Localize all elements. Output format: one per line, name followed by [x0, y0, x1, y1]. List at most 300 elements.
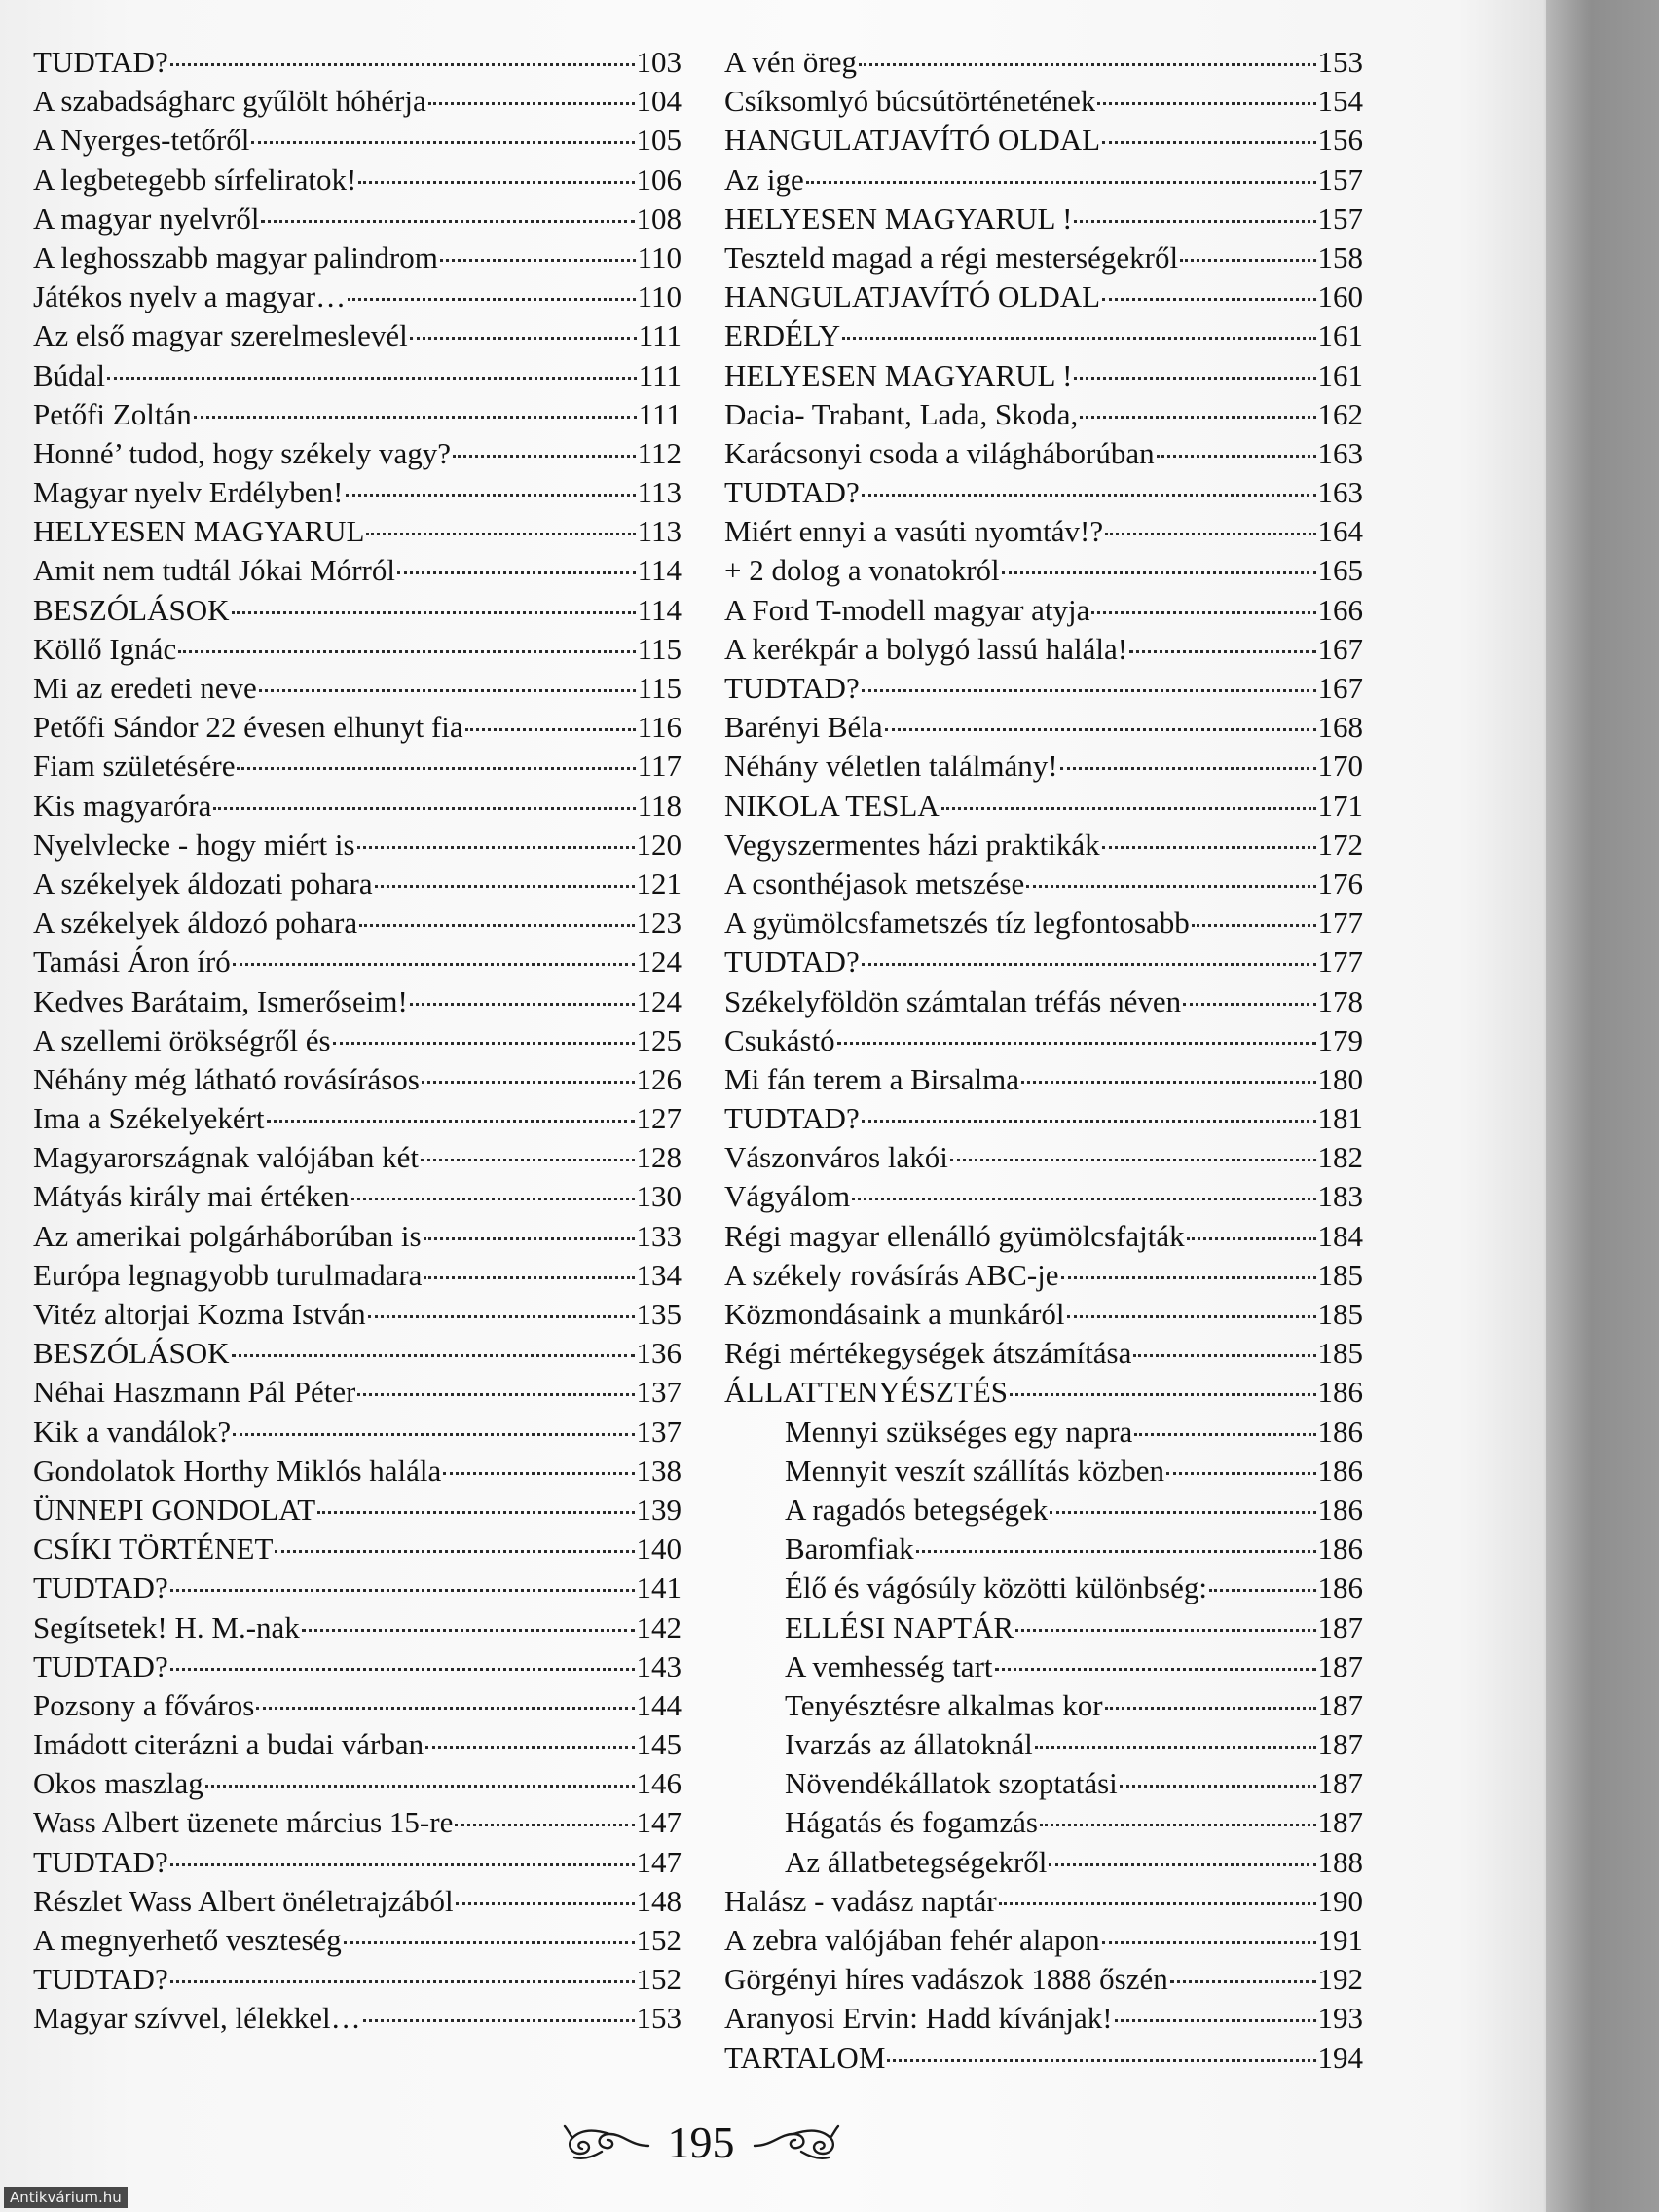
toc-entry: [724, 356, 1363, 395]
toc-entry-title: Halász - vadász naptár: [724, 1883, 997, 1918]
toc-entry-title: A legbetegebb sírfeliratok!: [33, 162, 357, 197]
dot-leader: [465, 728, 636, 731]
dot-leader: [1002, 571, 1316, 574]
toc-entry-page: 182: [1317, 1140, 1363, 1175]
dot-leader: [421, 1159, 635, 1161]
toc-entry-page: 166: [1317, 592, 1363, 627]
dot-leader: [1097, 102, 1315, 105]
toc-entry-title: Pozsony a főváros: [33, 1687, 255, 1722]
toc-entry-page: 187: [1317, 1805, 1363, 1840]
toc-entry-page: 106: [636, 162, 682, 197]
dot-leader: [862, 963, 1316, 966]
toc-entry: [33, 1256, 682, 1295]
toc-entry-title: Az első magyar szerelmeslevél: [33, 318, 408, 353]
dot-leader: [1010, 1393, 1315, 1396]
toc-entry-title: Petőfi Sándor 22 évesen elhunyt fia: [33, 710, 463, 745]
toc-entry-title: Mátyás király mai értéken: [33, 1179, 350, 1214]
toc-entry: [724, 1334, 1363, 1373]
dot-leader: [256, 1707, 634, 1710]
toc-entry-page: 114: [637, 592, 682, 627]
toc-entry-title: A szellemi örökségről és: [33, 1022, 331, 1057]
toc-entry-title: TUDTAD?: [33, 1844, 168, 1879]
dot-leader: [950, 1159, 1316, 1161]
dot-leader: [275, 1550, 634, 1553]
toc-entry-title: Baromfiak: [785, 1531, 914, 1567]
toc-entry: [33, 1491, 682, 1530]
toc-entry-title: Tamási Áron író: [33, 944, 231, 979]
toc-entry-page: 128: [636, 1140, 682, 1175]
toc-entry-page: 191: [1317, 1923, 1363, 1957]
toc-entry-title: Tenyésztésre alkalmas kor: [785, 1687, 1103, 1722]
toc-entry: [724, 316, 1363, 355]
dot-leader: [862, 689, 1316, 692]
toc-entry: [724, 1999, 1363, 2038]
toc-entry-page: 167: [1317, 631, 1363, 666]
toc-entry-title: HELYESEN MAGYARUL !: [724, 357, 1073, 392]
toc-entry-page: 171: [1317, 788, 1363, 823]
toc-entry: [33, 551, 682, 590]
toc-entry: [33, 1843, 682, 1882]
dot-leader: [859, 63, 1315, 66]
toc-entry: [724, 473, 1363, 512]
toc-entry-title: Magyar nyelv Erdélyben!: [33, 475, 344, 510]
toc-entry: [724, 1803, 1363, 1842]
toc-entry-title: TUDTAD?: [724, 1101, 860, 1136]
dot-leader: [170, 1980, 635, 1983]
toc-entry: [724, 1764, 1363, 1803]
toc-entry-title: Mennyi szükséges egy napra: [785, 1414, 1133, 1449]
toc-entry: [33, 1568, 682, 1607]
toc-entry: [33, 1803, 682, 1842]
toc-entry-title: Részlet Wass Albert önéletrajzából: [33, 1883, 454, 1918]
dot-leader: [359, 924, 634, 927]
toc-entry-title: A ragadós betegségek: [785, 1492, 1049, 1527]
toc-entry-page: 184: [1317, 1218, 1363, 1253]
toc-entry: [724, 1413, 1363, 1452]
toc-entry-page: 147: [636, 1844, 682, 1879]
dot-leader: [170, 63, 635, 66]
toc-entry: [724, 1647, 1363, 1686]
toc-entry-title: Gondolatok Horthy Miklós halála: [33, 1453, 442, 1488]
toc-entry: [724, 1373, 1363, 1412]
dot-leader: [1035, 1746, 1316, 1749]
dot-leader: [363, 2019, 635, 2022]
toc-entry-page: 167: [1317, 671, 1363, 705]
toc-entry: [33, 1882, 682, 1921]
toc-entry-title: Vászonváros lakói: [724, 1140, 948, 1175]
toc-entry-page: 143: [636, 1648, 682, 1683]
toc-entry-title: Játékos nyelv a magyar…: [33, 279, 347, 314]
toc-entry-page: 163: [1317, 475, 1363, 510]
toc-entry: [33, 787, 682, 826]
toc-entry: [724, 1882, 1363, 1921]
toc-entry-title: A székelyek áldozó pohara: [33, 905, 358, 940]
toc-right-column: [724, 43, 1363, 2078]
dot-leader: [1080, 416, 1315, 419]
dot-leader: [424, 1276, 634, 1279]
toc-entry-title: Görgényi híres vadászok 1888 őszén: [724, 1962, 1168, 1997]
toc-entry-title: Okos maszlag: [33, 1766, 203, 1801]
toc-entry-page: 136: [636, 1336, 682, 1371]
dot-leader: [410, 1003, 635, 1006]
toc-entry: [33, 1686, 682, 1725]
toc-entry: [724, 1686, 1363, 1725]
toc-entry-page: 170: [1317, 749, 1363, 784]
toc-entry: [33, 1608, 682, 1647]
toc-entry: [33, 43, 682, 82]
dot-leader: [170, 1668, 635, 1671]
toc-entry: [724, 708, 1363, 747]
toc-entry: [33, 865, 682, 903]
toc-entry-title: A zebra valójában fehér alapon: [724, 1923, 1100, 1957]
toc-entry: [724, 787, 1363, 826]
toc-entry-title: Régi mértékegységek átszámítása: [724, 1336, 1132, 1371]
toc-entry-title: Teszteld magad a régi mesterségekről: [724, 240, 1179, 275]
toc-entry-title: Barényi Béla: [724, 710, 883, 745]
dot-leader: [422, 1081, 635, 1084]
toc-entry-page: 188: [1317, 1844, 1363, 1879]
toc-entry-title: Aranyosi Ervin: Hadd kívánjak!: [724, 2001, 1113, 2036]
toc-entry: [724, 1530, 1363, 1568]
toc-entry-page: 125: [636, 1022, 682, 1057]
toc-entry-page: 153: [636, 2001, 682, 2036]
dot-leader: [333, 1042, 635, 1045]
toc-entry-title: Karácsonyi csoda a világháborúban: [724, 435, 1155, 470]
toc-entry-page: 110: [637, 240, 682, 275]
dot-leader: [453, 455, 636, 458]
dot-leader: [862, 494, 1316, 497]
toc-entry-title: A Nyerges-tetőről: [33, 123, 250, 158]
toc-entry: [724, 1608, 1363, 1647]
toc-entry: [33, 1530, 682, 1568]
dot-leader: [251, 141, 634, 144]
toc-entry-page: 140: [636, 1531, 682, 1567]
toc-entry: [33, 903, 682, 942]
dot-leader: [107, 377, 637, 380]
toc-entry-page: 126: [636, 1061, 682, 1096]
toc-entry-title: HELYESEN MAGYARUL !: [724, 201, 1073, 236]
dot-leader: [1180, 259, 1315, 262]
toc-entry-page: 120: [636, 827, 682, 862]
toc-entry-title: Honné’ tudod, hogy székely vagy?: [33, 435, 452, 470]
toc-entry-title: Miért ennyi a vasúti nyomtáv!?: [724, 514, 1104, 549]
toc-entry: [724, 865, 1363, 903]
toc-entry: [724, 512, 1363, 551]
toc-entry-title: Régi magyar ellenálló gyümölcsfajták: [724, 1218, 1185, 1253]
toc-entry: [724, 1217, 1363, 1256]
dot-leader: [232, 611, 636, 614]
toc-entry-page: 121: [636, 866, 682, 901]
watermark: Antikvárium.hu: [4, 2187, 128, 2208]
toc-entry-title: A gyümölcsfametszés tíz legfontosabb: [724, 905, 1190, 940]
toc-entry-page: 115: [637, 671, 682, 705]
toc-entry: [724, 200, 1363, 239]
toc-entry-title: Az állatbetegségekről: [785, 1844, 1048, 1879]
toc-entry-page: 124: [636, 944, 682, 979]
toc-entry-page: 186: [1317, 1375, 1363, 1410]
toc-entry: [724, 121, 1363, 160]
book-binding-shadow: [1546, 0, 1659, 2212]
toc-entry: [33, 161, 682, 200]
toc-entry: [33, 826, 682, 865]
toc-entry-title: A vén öreg: [724, 45, 858, 79]
dot-leader: [368, 1315, 635, 1318]
page-footer: [526, 2103, 876, 2181]
toc-entry-title: A megnyerhető veszteség: [33, 1923, 342, 1957]
dot-leader: [267, 1120, 635, 1123]
toc-entry-title: Mi az eredeti neve: [33, 671, 257, 705]
toc-entry: [724, 1568, 1363, 1607]
dot-leader: [425, 1746, 634, 1749]
toc-entry-title: ÁLLATTENYÉSZTÉS: [724, 1375, 1009, 1410]
toc-entry-page: 168: [1317, 710, 1363, 745]
toc-entry-title: ELLÉSI NAPTÁR: [785, 1609, 1014, 1644]
toc-entry: [724, 395, 1363, 434]
toc-entry: [33, 1999, 682, 2038]
toc-entry: [724, 161, 1363, 200]
toc-entry: [724, 43, 1363, 82]
toc-entry: [33, 669, 682, 708]
toc-entry-title: Közmondásaink a munkáról: [724, 1297, 1065, 1331]
dot-leader: [885, 728, 1316, 731]
toc-entry: [724, 1725, 1363, 1764]
toc-entry-page: 108: [636, 201, 682, 236]
toc-entry-page: 127: [636, 1101, 682, 1136]
toc-entry: [33, 1099, 682, 1138]
toc-entry: [33, 1921, 682, 1960]
dot-leader: [1050, 1511, 1315, 1514]
toc-entry: [33, 1021, 682, 1060]
toc-entry: [33, 200, 682, 239]
toc-entry-page: 134: [636, 1257, 682, 1292]
toc-entry-page: 138: [636, 1453, 682, 1488]
toc-entry: [33, 1138, 682, 1177]
toc-entry-page: 179: [1317, 1022, 1363, 1057]
toc-entry-title: Az amerikai polgárháborúban is: [33, 1218, 422, 1253]
toc-entry: [33, 316, 682, 355]
toc-entry: [33, 1960, 682, 1999]
toc-entry-page: 137: [636, 1414, 682, 1449]
toc-entry-title: Néhai Haszmann Pál Péter: [33, 1375, 356, 1410]
toc-entry: [33, 1334, 682, 1373]
toc-entry: [33, 121, 682, 160]
toc-entry-title: CSÍKI TÖRTÉNET: [33, 1531, 274, 1567]
toc-entry: [33, 708, 682, 747]
dot-leader: [1134, 1433, 1315, 1436]
toc-entry: [724, 747, 1363, 786]
dot-leader: [1061, 1276, 1316, 1279]
toc-entry: [724, 551, 1363, 590]
toc-entry-title: Petőfi Zoltán: [33, 396, 192, 431]
toc-entry-page: 153: [1317, 45, 1363, 79]
toc-entry-title: Csíksomlyó búcsútörténetének: [724, 84, 1096, 119]
toc-entry: [724, 1060, 1363, 1099]
toc-entry-page: 161: [1317, 318, 1363, 353]
dot-leader: [1102, 141, 1315, 144]
toc-entry: [33, 395, 682, 434]
dot-leader: [1015, 1629, 1315, 1632]
toc-entry-page: 156: [1317, 123, 1363, 158]
toc-entry-page: 137: [636, 1375, 682, 1410]
dot-leader: [428, 102, 635, 105]
dot-leader: [194, 416, 637, 419]
toc-entry: [724, 1099, 1363, 1138]
toc-entry-title: A Ford T-modell magyar atyja: [724, 592, 1090, 627]
toc-entry-page: 148: [636, 1883, 682, 1918]
toc-entry-page: 186: [1317, 1414, 1363, 1449]
dot-leader: [852, 1198, 1315, 1200]
toc-entry-page: 111: [638, 318, 682, 353]
dot-leader: [317, 1511, 634, 1514]
toc-entry-page: 142: [636, 1609, 682, 1644]
toc-entry-page: 113: [637, 514, 682, 549]
toc-entry-page: 105: [636, 123, 682, 158]
toc-entry: [724, 826, 1363, 865]
toc-entry-title: Wass Albert üzenete március 15-re: [33, 1805, 454, 1840]
toc-entry-page: 135: [636, 1297, 682, 1331]
toc-entry-title: Segítsetek! H. M.-nak: [33, 1609, 300, 1644]
toc-entry-page: 139: [636, 1492, 682, 1527]
toc-entry: [33, 239, 682, 277]
toc-entry-page: 185: [1317, 1257, 1363, 1292]
toc-entry-page: 123: [636, 905, 682, 940]
toc-entry: [724, 239, 1363, 277]
dot-leader: [344, 1941, 635, 1944]
toc-entry: [724, 1138, 1363, 1177]
dot-leader: [237, 767, 635, 770]
toc-entry: [33, 982, 682, 1021]
toc-entry-page: 113: [637, 475, 682, 510]
toc-entry-title: Kedves Barátaim, Ismerőseim!: [33, 983, 408, 1018]
toc-entry-page: 124: [636, 983, 682, 1018]
toc-entry-title: TUDTAD?: [724, 475, 860, 510]
toc-entry: [724, 1452, 1363, 1491]
dot-leader: [205, 1785, 635, 1788]
toc-entry-title: TUDTAD?: [724, 944, 860, 979]
toc-entry-title: TUDTAD?: [724, 671, 860, 705]
toc-entry: [724, 1960, 1363, 1999]
dot-leader: [346, 494, 636, 497]
dot-leader: [1049, 1863, 1315, 1866]
dot-leader: [1105, 533, 1315, 535]
toc-entry: [33, 1217, 682, 1256]
dot-leader: [995, 1668, 1316, 1671]
toc-entry: [724, 1921, 1363, 1960]
toc-entry-title: BESZÓLÁSOK: [33, 592, 230, 627]
toc-entry: [33, 277, 682, 316]
left-ornament-icon: [563, 2120, 652, 2163]
toc-entry-page: 177: [1317, 944, 1363, 979]
toc-entry: [33, 1060, 682, 1099]
toc-entry: [33, 512, 682, 551]
toc-entry-title: NIKOLA TESLA: [724, 788, 940, 823]
dot-leader: [233, 1433, 634, 1436]
dot-leader: [1157, 455, 1316, 458]
dot-leader: [170, 1589, 635, 1592]
right-ornament-icon: [751, 2120, 840, 2163]
toc-entry-page: 172: [1317, 827, 1363, 862]
toc-entry: [724, 591, 1363, 630]
toc-entry-page: 193: [1317, 2001, 1363, 2036]
dot-leader: [1067, 1315, 1316, 1318]
toc-entry-page: 144: [636, 1687, 682, 1722]
dot-leader: [1040, 1824, 1316, 1826]
dot-leader: [1115, 2019, 1316, 2022]
dot-leader: [302, 1629, 635, 1632]
dot-leader: [1091, 611, 1315, 614]
toc-entry-title: A székely rovásírás ABC-je: [724, 1257, 1059, 1292]
dot-leader: [887, 2059, 1315, 2062]
toc-entry: [33, 1295, 682, 1334]
toc-entry-title: Mennyit veszít szállítás közben: [785, 1453, 1164, 1488]
dot-leader: [1133, 1354, 1315, 1357]
toc-entry-title: Nyelvlecke - hogy miért is: [33, 827, 355, 862]
toc-entry: [33, 591, 682, 630]
dot-leader: [397, 571, 636, 574]
toc-entry-page: 152: [636, 1923, 682, 1957]
toc-entry-page: 187: [1317, 1609, 1363, 1644]
toc-entry-page: 192: [1317, 1962, 1363, 1997]
toc-entry-title: Magyar szívvel, lélekkel…: [33, 2001, 361, 2036]
dot-leader: [358, 181, 634, 184]
toc-entry-title: A szabadságharc gyűlölt hóhérja: [33, 84, 426, 119]
toc-entry: [33, 1177, 682, 1216]
toc-entry: [33, 1764, 682, 1803]
toc-entry-title: Magyarországnak valójában két: [33, 1140, 419, 1175]
toc-entry-title: Hágatás és fogamzás: [785, 1805, 1038, 1840]
toc-entry-title: Az ige: [724, 162, 804, 197]
dot-leader: [941, 807, 1316, 810]
toc-entry: [33, 1413, 682, 1452]
toc-entry-page: 145: [636, 1727, 682, 1762]
dot-leader: [170, 1863, 635, 1866]
toc-entry-title: A leghosszabb magyar palindrom: [33, 240, 438, 275]
toc-entry-page: 114: [637, 553, 682, 588]
dot-leader: [351, 1198, 635, 1200]
toc-entry-title: A székelyek áldozati pohara: [33, 866, 373, 901]
dot-leader: [1166, 1472, 1316, 1475]
dot-leader: [261, 220, 634, 223]
dot-leader: [213, 807, 635, 810]
toc-entry-title: Néhány véletlen találmány!: [724, 749, 1058, 784]
toc-left-column: [33, 43, 682, 2039]
toc-entry-page: 185: [1317, 1297, 1363, 1331]
toc-entry-page: 185: [1317, 1336, 1363, 1371]
toc-entry-page: 161: [1317, 357, 1363, 392]
toc-entry: [724, 434, 1363, 473]
toc-entry-page: 111: [638, 357, 682, 392]
dot-leader: [1209, 1589, 1316, 1592]
toc-entry: [33, 1647, 682, 1686]
toc-entry: [33, 1725, 682, 1764]
toc-entry: [33, 1373, 682, 1412]
toc-entry-title: Dacia- Trabant, Lada, Skoda,: [724, 396, 1079, 431]
toc-entry-page: 163: [1317, 435, 1363, 470]
toc-entry-title: Vágyálom: [724, 1179, 851, 1214]
dot-leader: [410, 337, 637, 340]
toc-entry-title: HELYESEN MAGYARUL: [33, 514, 365, 549]
toc-entry-page: 141: [636, 1570, 682, 1605]
toc-entry: [724, 277, 1363, 316]
dot-leader: [375, 885, 635, 888]
toc-entry-title: A magyar nyelvről: [33, 201, 260, 236]
toc-entry-page: 157: [1317, 162, 1363, 197]
dot-leader: [1129, 650, 1315, 653]
toc-entry-page: 186: [1317, 1492, 1363, 1527]
toc-entry-page: 176: [1317, 866, 1363, 901]
toc-entry: [33, 356, 682, 395]
toc-entry-page: 160: [1317, 279, 1363, 314]
